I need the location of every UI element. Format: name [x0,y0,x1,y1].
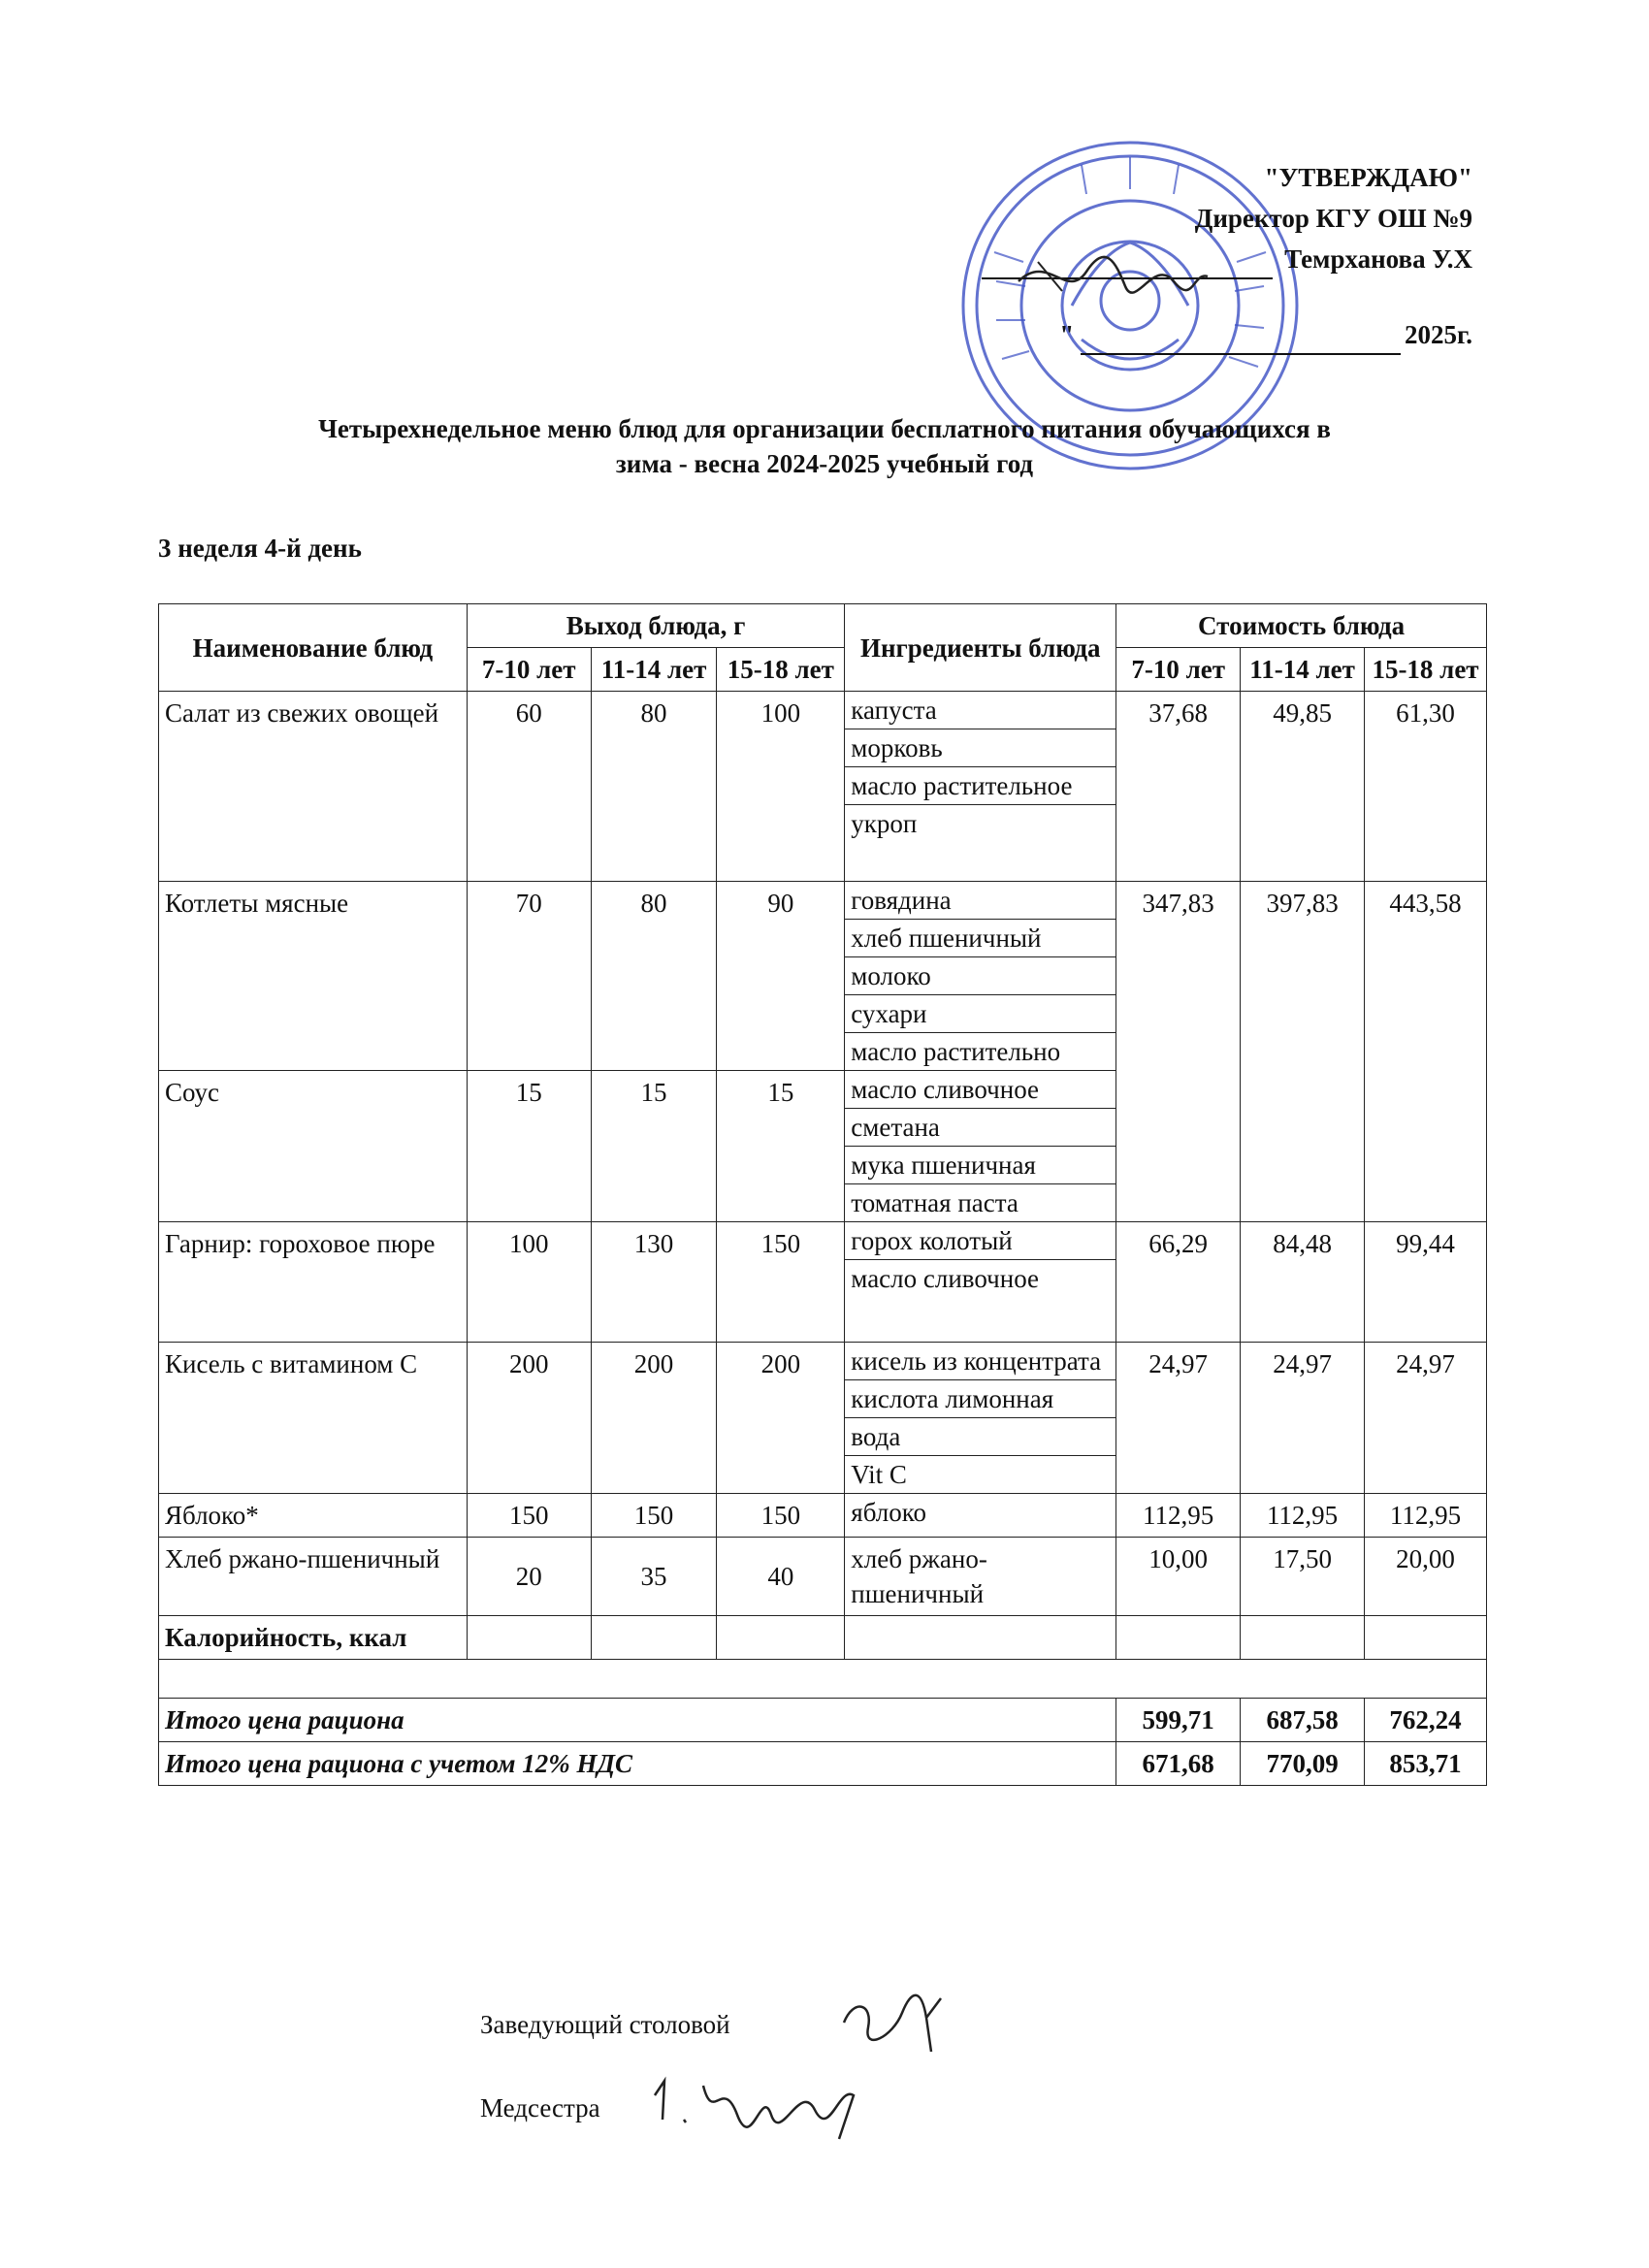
yield-age1: 150 [467,1494,591,1538]
empty-cell [1241,1616,1365,1660]
col-header-ingredients: Ингредиенты блюда [845,604,1116,692]
ingredient: томатная паста [851,1188,1018,1217]
dish-name: Кисель с витамином С [159,1343,468,1494]
cost-age3: 443,58 [1365,882,1487,1222]
empty-cell [1365,1616,1487,1660]
ingredient: сметана [845,1109,1116,1147]
director-signature [1009,243,1212,310]
cost-age1: 112,95 [1116,1494,1241,1538]
ingredient: мука пшеничная [845,1147,1116,1184]
yield-age3: 15 [717,1071,845,1222]
canteen-head-label: Заведующий столовой [480,2010,730,2039]
canteen-head-signature [834,1979,951,2057]
nurse-signature [645,2066,868,2144]
table-row [159,692,1487,882]
total-age3: 762,24 [1365,1699,1487,1742]
document-title [146,411,1504,481]
yield-age3: 40 [717,1538,845,1616]
yield-age3: 150 [717,1222,845,1343]
ingredients-cell [845,882,1116,1071]
table-row [159,1538,1487,1616]
yield-age2: 200 [591,1343,717,1494]
empty-cell [845,1616,1116,1660]
yield-age1: 200 [467,1343,591,1494]
ingredients-cell [845,1222,1116,1343]
dish-name: Гарнир: гороховое пюре [159,1222,468,1343]
yield-age2: 15 [591,1071,717,1222]
cost-age2: 112,95 [1241,1494,1365,1538]
col-header-cost-age2: 11-14 лет [1241,648,1365,692]
ingredients-cell: хлеб ржано-пшеничный [845,1538,1116,1616]
cost-age1: 10,00 [1116,1538,1241,1616]
ingredient: масло растительное [845,767,1116,805]
empty-cell [717,1616,845,1660]
cost-age3: 61,30 [1365,692,1487,882]
empty-cell [591,1616,717,1660]
col-header-cost-age3: 15-18 лет [1365,648,1487,692]
total-vat-row [159,1742,1487,1786]
dish-name: Хлеб ржано-пшеничный [159,1538,468,1616]
dish-name: Салат из свежих овощей [159,692,468,882]
ingredient: говядина [845,882,1116,920]
yield-age2: 35 [591,1538,717,1616]
cost-age2: 84,48 [1241,1222,1365,1343]
yield-age3: 90 [717,882,845,1071]
total-vat-label: Итого цена рациона с учетом 12% НДС [159,1742,1116,1786]
ingredient: сухари [845,995,1116,1033]
cost-age2: 24,97 [1241,1343,1365,1494]
approval-date-row [982,314,1472,355]
ingredient: горох колотый [845,1222,1116,1260]
cost-age1: 24,97 [1116,1343,1241,1494]
ingredient: масло сливочное [851,1264,1040,1293]
calories-label: Калорийность, ккал [159,1616,468,1660]
empty-cell [467,1616,591,1660]
dish-name: Соус [159,1071,468,1222]
dish-name: Яблоко* [159,1494,468,1538]
director-title: Директор КГУ ОШ №9 [1194,204,1472,233]
col-header-cost-age1: 7-10 лет [1116,648,1241,692]
date-year: 2025г. [1405,320,1472,349]
ingredient: яблоко [851,1498,927,1527]
total-age1: 599,71 [1116,1699,1241,1742]
table-row [159,882,1487,1071]
col-header-name: Наименование блюд [159,604,468,692]
cost-age1: 347,83 [1116,882,1241,1222]
yield-age2: 80 [591,882,717,1071]
title-line-1: Четырехнедельное меню блюд для организации бесплатного питания обучающихся в [318,414,1331,443]
director-name: Темрханова У.Х [1284,244,1472,274]
ingredient: молоко [845,957,1116,995]
menu-table [158,603,1487,1786]
total-vat-age3: 853,71 [1365,1742,1487,1786]
yield-age3: 200 [717,1343,845,1494]
col-header-yield-age3: 15-18 лет [717,648,845,692]
date-line [1081,324,1401,355]
empty-cell [1116,1616,1241,1660]
col-header-cost: Стоимость блюда [1116,604,1487,648]
yield-age2: 130 [591,1222,717,1343]
table-row [159,1494,1487,1538]
week-day-label: 3 неделя 4-й день [158,534,362,563]
calories-row [159,1616,1487,1660]
yield-age1: 15 [467,1071,591,1222]
total-row [159,1699,1487,1742]
empty-cell [159,1660,1487,1699]
col-header-yield: Выход блюда, г [467,604,845,648]
ingredients-cell [845,1494,1116,1538]
ingredient: масло сливочное [845,1071,1116,1109]
cost-age1: 37,68 [1116,692,1241,882]
yield-age3: 150 [717,1494,845,1538]
total-label: Итого цена рациона [159,1699,1116,1742]
total-age2: 687,58 [1241,1699,1365,1742]
yield-age1: 20 [467,1538,591,1616]
nurse-label: Медсестра [480,2093,600,2122]
ingredient: укроп [851,809,918,838]
ingredient: вода [845,1418,1116,1456]
dish-name: Котлеты мясные [159,882,468,1071]
cost-age3: 99,44 [1365,1222,1487,1343]
cost-age1: 66,29 [1116,1222,1241,1343]
approval-heading: "УТВЕРЖДАЮ" [1264,163,1472,192]
yield-age1: 70 [467,882,591,1071]
col-header-yield-age1: 7-10 лет [467,648,591,692]
table-row [159,1343,1487,1494]
cost-age3: 112,95 [1365,1494,1487,1538]
header-row-1 [159,604,1487,648]
yield-age1: 60 [467,692,591,882]
yield-age3: 100 [717,692,845,882]
yield-age2: 150 [591,1494,717,1538]
yield-age1: 100 [467,1222,591,1343]
ingredients-cell [845,1343,1116,1494]
spacer-row [159,1660,1487,1699]
ingredient: Vit C [851,1460,907,1489]
cost-age3: 24,97 [1365,1343,1487,1494]
ingredient: капуста [845,692,1116,729]
total-vat-age2: 770,09 [1241,1742,1365,1786]
total-vat-age1: 671,68 [1116,1742,1241,1786]
title-line-2: зима - весна 2024-2025 учебный год [615,449,1034,478]
ingredients-cell [845,692,1116,882]
cost-age2: 49,85 [1241,692,1365,882]
ingredient: морковь [845,729,1116,767]
cost-age2: 397,83 [1241,882,1365,1222]
table-row [159,1222,1487,1343]
ingredient: масло растительно [851,1037,1061,1066]
col-header-yield-age2: 11-14 лет [591,648,717,692]
ingredient: кисель из концентрата [845,1343,1116,1380]
date-quote: " [1059,320,1075,349]
ingredient: кислота лимонная [845,1380,1116,1418]
cost-age3: 20,00 [1365,1538,1487,1616]
yield-age2: 80 [591,692,717,882]
cost-age2: 17,50 [1241,1538,1365,1616]
ingredient: хлеб пшеничный [845,920,1116,957]
ingredients-cell [845,1071,1116,1222]
